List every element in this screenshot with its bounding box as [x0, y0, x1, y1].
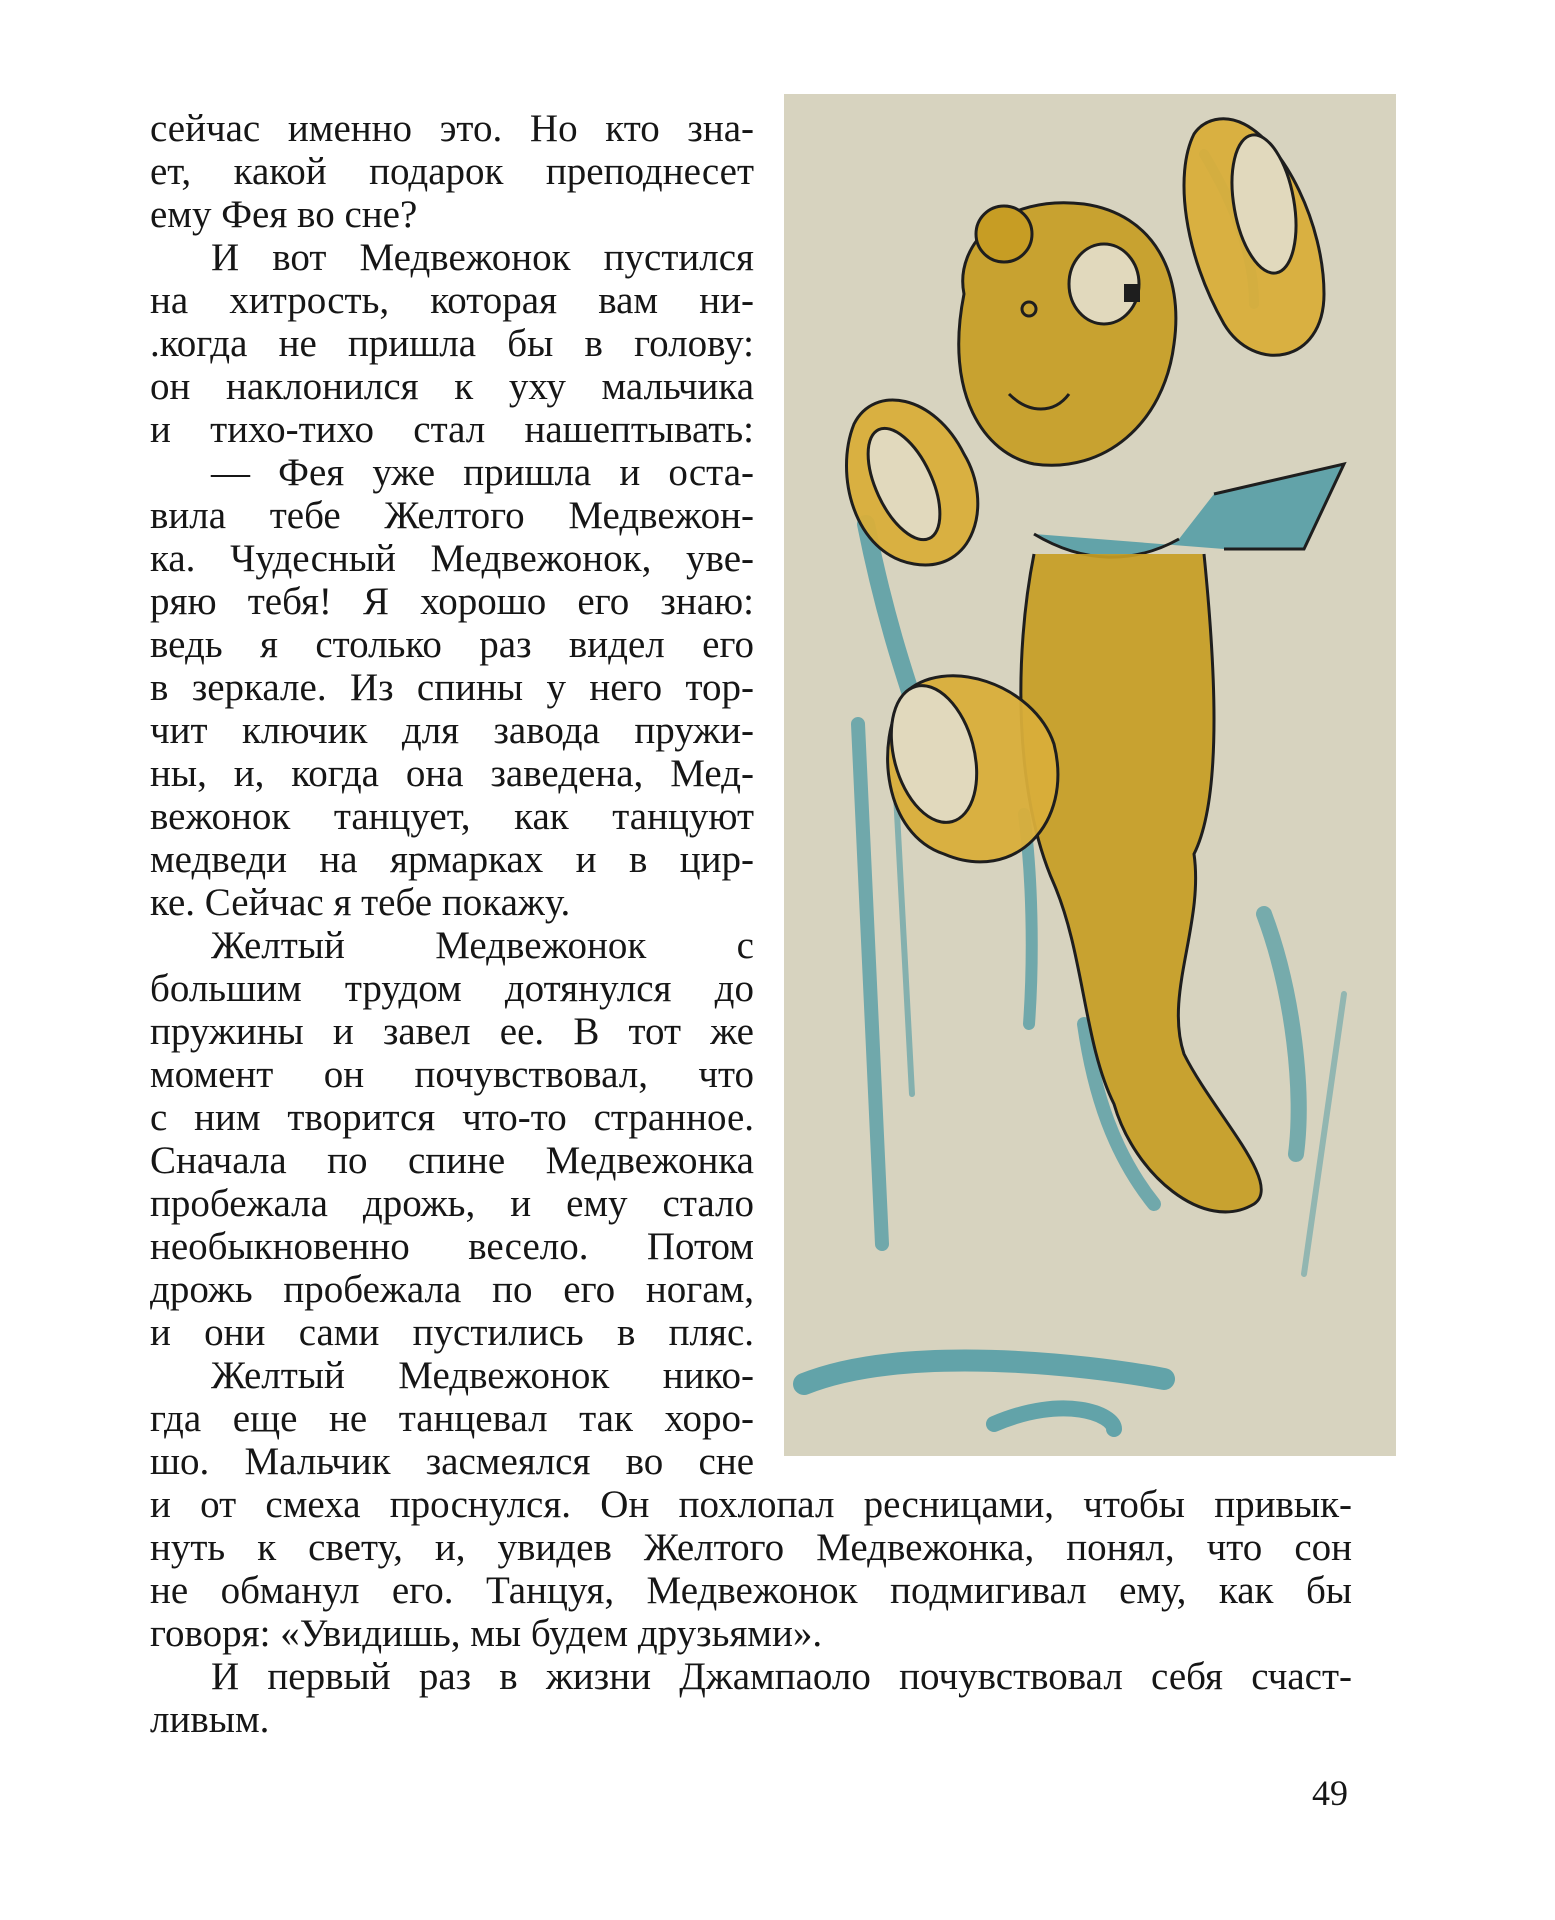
text-line: и от смеха проснулся. Он похлопал ресницами, чтобы привык-	[150, 1483, 1352, 1526]
text-line: И первый раз в жизни Джампаоло почувствовал себя счаст-	[211, 1655, 1352, 1698]
text-line: большим трудом дотянулся до	[150, 967, 754, 1010]
text-line: — Фея уже пришла и оста-	[211, 451, 754, 494]
text-line: Желтый Медвежонок с	[211, 924, 754, 967]
text-line: пружины и завел ее. В тот же	[150, 1010, 754, 1053]
text-line: пробежала дрожь, и ему стало	[150, 1182, 754, 1225]
text-line: Желтый Медвежонок нико-	[211, 1354, 754, 1397]
text-line: дрожь пробежала по его ногам,	[150, 1268, 754, 1311]
text-line: нуть к свету, и, увидев Желтого Медвежонка, понял, что сон	[150, 1526, 1352, 1569]
text-line: И вот Медвежонок пустился	[211, 236, 754, 279]
text-line: ка. Чудесный Медвежонок, уве-	[150, 537, 754, 580]
bear-drawing	[784, 94, 1396, 1456]
text-line: ему Фея во сне?	[150, 193, 418, 236]
text-line: .когда не пришла бы в голову:	[150, 322, 754, 365]
text-line: момент он почувствовал, что	[150, 1053, 754, 1096]
text-line: ны, и, когда она заведена, Мед-	[150, 752, 754, 795]
text-line: ряю тебя! Я хорошо его знаю:	[150, 580, 754, 623]
text-line: шо. Мальчик засмеялся во сне	[150, 1440, 754, 1483]
text-line: вила тебе Желтого Медвежон-	[150, 494, 754, 537]
text-line: говоря: «Увидишь, мы будем друзьями».	[150, 1612, 823, 1655]
bear-illustration	[784, 94, 1396, 1456]
text-line: Сначала по спине Медвежонка	[150, 1139, 754, 1182]
text-line: и они сами пустились в пляс.	[150, 1311, 754, 1354]
text-line: он наклонился к уху мальчика	[150, 365, 754, 408]
text-line: ведь я столько раз видел его	[150, 623, 754, 666]
text-line: ет, какой подарок преподнесет	[150, 150, 754, 193]
text-line: сейчас именно это. Но кто зна-	[150, 107, 754, 150]
text-line: не обманул его. Танцуя, Медвежонок подмигивал ему, как бы	[150, 1569, 1352, 1612]
text-line: ливым.	[150, 1698, 270, 1741]
text-line: гда еще не танцевал так хоро-	[150, 1397, 754, 1440]
page-number: 49	[1312, 1773, 1348, 1813]
text-line: вежонок танцует, как танцуют	[150, 795, 754, 838]
text-line: в зеркале. Из спины у него тор-	[150, 666, 754, 709]
text-line: и тихо-тихо стал нашептывать:	[150, 408, 754, 451]
text-line: ке. Сейчас я тебе покажу.	[150, 881, 571, 924]
text-line: на хитрость, которая вам ни-	[150, 279, 754, 322]
text-line: медведи на ярмарках и в цир-	[150, 838, 754, 881]
text-line: с ним творится что-то странное.	[150, 1096, 754, 1139]
text-line: чит ключик для завода пружи-	[150, 709, 754, 752]
text-line: необыкновенно весело. Потом	[150, 1225, 754, 1268]
